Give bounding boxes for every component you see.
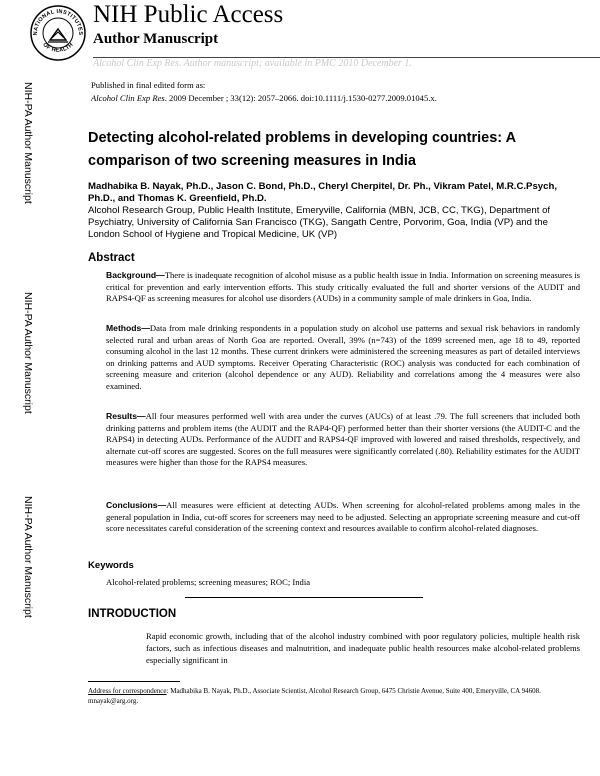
abstract-results	[106, 411, 580, 469]
header-subtitle: Author Manuscript	[93, 31, 219, 47]
header-title: NIH Public Access	[93, 1, 284, 28]
side-label-top: NIH-PA Author Manuscript	[22, 82, 34, 204]
abstract-heading: Abstract	[88, 252, 135, 264]
published-line: Published in final edited form as:	[91, 80, 206, 90]
background-text: There is inadequate recognition of alcohol misuse as a public health issue in India. Information on screening measures is critical for prevention and early intervention efforts. This study critically evaluated the full and shorter versions of the AUDIT and RAPS4-QF as screening measures for alcohol use disorders (AUDs) in a community sample of male drinkers in Goa, India.	[106, 270, 580, 304]
results-text: All four measures performed well with area under the curves (AUCs) of at least .79. The full screeners that included both drinking patterns and problem items (the AUDIT and the RAP4-QF) performed better than their shorter versions (the AUDIT-C and the RAPS4) in detecting AUDs. Performance of the AUDIT and RAPS4-QF improved with lowered and raised thresholds, respectively, and alternate cut-off scores are suggested. Scores on the full measures were significantly correlated (.80). Reliability estimates for the AUDIT measures were higher than those for the RAPS4 measures.	[106, 411, 580, 468]
abstract-methods	[106, 323, 580, 393]
footnote	[88, 686, 568, 706]
author-list: Madhabika B. Nayak, Ph.D., Jason C. Bond, Ph.D., Cheryl Cherpitel, Dr. Ph., Vikram Patel, M.R.C.Psych, Ph.D., and Thomas K. Greenfield, Ph.D.	[88, 181, 557, 204]
side-label-bottom: NIH-PA Author Manuscript	[22, 496, 34, 618]
abstract-conclusions	[106, 500, 580, 535]
background-label: Background—	[106, 270, 165, 280]
abstract-background	[106, 270, 580, 305]
methods-text: Data from male drinking respondents in a population study on alcohol use patterns and sexual risk behaviors in randomly selected rural and urban areas of North Goa are reported. Overall, 39% (n=743) of the 1899 screened men, age 18 to 49, reported consuming alcohol in the last 12 months. These current drinkers were administered the screening measures as part of detailed interviews on drinking patterns and AUD symptoms. Receiver Operating Characteristic (ROC) analysis was conducted for each combination of screening measure and criterion (alcohol dependence or any AUD). Reliability and correlations among the 4 measures were also examined.	[106, 323, 580, 391]
keywords-heading: Keywords	[88, 560, 134, 571]
nih-header	[28, 0, 588, 76]
affiliation: Alcohol Research Group, Public Health Institute, Emeryville, California (MBN, JCB, CC, TKG), Department of Psychiatry, University of California San Francisco (TKG), Sangath Centre, Porvorim, Goa, India (VP) and the London School of Hygiene and Tropical Medicine, UK (VP)	[88, 205, 551, 241]
nih-logo-icon	[28, 2, 88, 62]
conclusions-text: All measures were efficient at detecting AUDs. When screening for alcohol-related problems among males in the general population in India, cut-off scores for screeners may need to be adjusted. Selecting an appropriate screening measure and cut-off score necessitates careful consideration of the screening context and resources available to confirm alcohol-related diagnoses.	[106, 500, 580, 534]
footnote-text: : Madhabika B. Nayak, Ph.D., Associate Scientist, Alcohol Research Group, 6475 Christie Avenue, Suite 400, Emeryville, CA 94608. mnayak@arg.org.	[88, 687, 541, 705]
results-label: Results—	[106, 411, 146, 421]
footnote-divider	[88, 681, 180, 682]
header-meta: Alcohol Clin Exp Res. Author manuscript; available in PMC 2010 December 1.	[93, 58, 412, 69]
introduction-heading: INTRODUCTION	[88, 608, 177, 620]
journal-name: Alcohol Clin Exp Res	[91, 93, 165, 103]
methods-label: Methods—	[106, 323, 150, 333]
citation	[91, 92, 437, 104]
article-title: Detecting alcohol-related problems in developing countries: A comparison of two screening measures in India	[88, 130, 516, 169]
footnote-label: Address for correspondence	[88, 687, 167, 695]
side-label-middle: NIH-PA Author Manuscript	[22, 292, 34, 414]
keywords-divider	[185, 597, 423, 598]
citation-details: . 2009 December ; 33(12): 2057–2066. doi:10.1111/j.1530-0277.2009.01045.x.	[164, 93, 437, 103]
svg-text:NATIONAL INSTITUTES: NATIONAL INSTITUTES	[32, 8, 84, 36]
keywords-text: Alcohol-related problems; screening measures; ROC; India	[106, 577, 311, 587]
conclusions-label: Conclusions—	[106, 500, 167, 510]
introduction-text: Rapid economic growth, including that of the alcohol industry combined with poor regulatory policies, multiple health risk factors, such as infectious diseases and malnutrition, and inadequate public health resources make alcohol-related problems especially significant in	[146, 631, 580, 666]
svg-text:OF HEALTH: OF HEALTH	[41, 41, 75, 54]
